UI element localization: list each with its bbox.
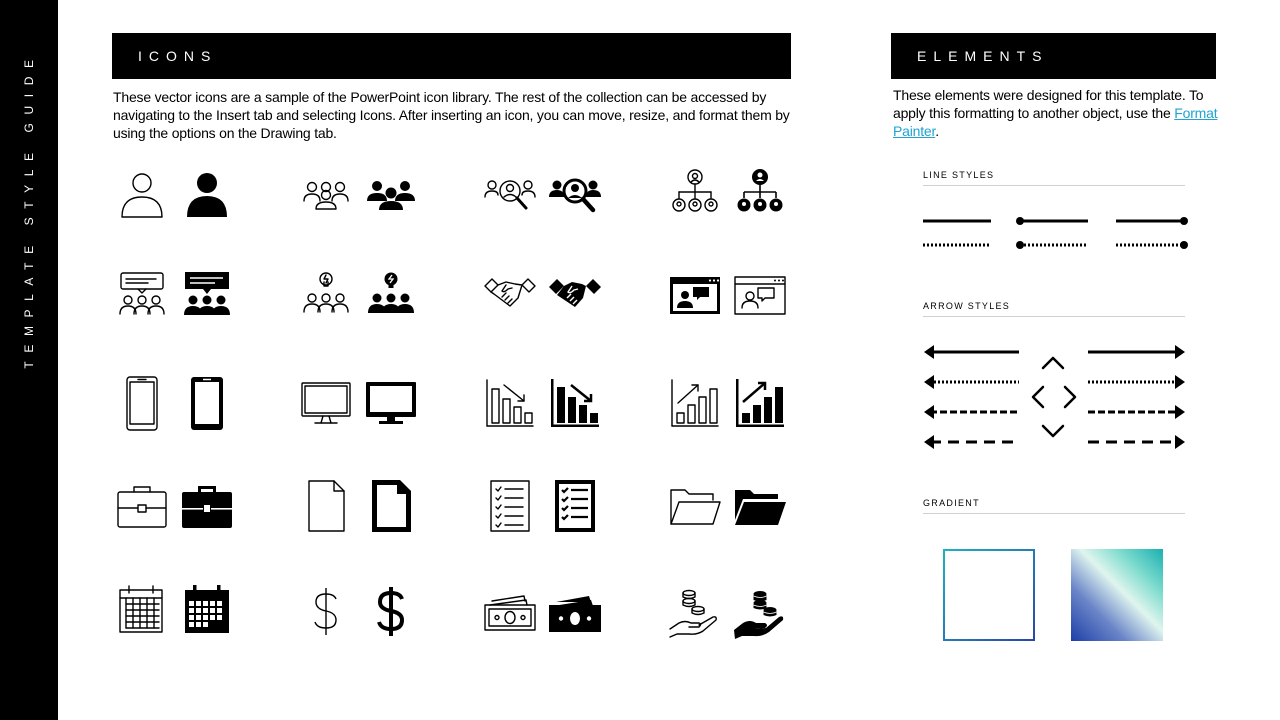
arrow-right-dashed bbox=[1088, 405, 1185, 419]
search-people-filled-icon bbox=[547, 167, 603, 223]
video-chat-outline-icon bbox=[732, 268, 788, 324]
coins-hand-outline-icon bbox=[667, 583, 723, 639]
arrow-right-solid bbox=[1088, 345, 1185, 359]
checklist-outline-icon bbox=[482, 478, 538, 534]
icons-description: These vector icons are a sample of the PowerPoint icon library. The rest of the collection can be accessed by navigating to the Insert tab and selecting Icons. After inserting an icon, you can move, resize, and format them by using the options on the Drawing tab. bbox=[113, 89, 790, 141]
group-filled-icon bbox=[363, 167, 419, 223]
elements-description-text: These elements were designed for this template. To apply this formatting to another object, use the bbox=[893, 87, 1204, 121]
idea-group-filled-icon bbox=[363, 268, 419, 324]
person-filled-icon bbox=[179, 167, 235, 223]
gradient-fill-swatch bbox=[1071, 549, 1163, 641]
money-filled-icon bbox=[547, 583, 603, 639]
coins-hand-filled-icon bbox=[732, 583, 788, 639]
sidebar-title: TEMPLATE STYLE GUIDE bbox=[22, 51, 36, 369]
document-outline-icon bbox=[298, 478, 354, 534]
chevron-up-icon bbox=[1043, 358, 1063, 368]
chart-up-outline-icon bbox=[667, 375, 723, 431]
briefcase-outline-icon bbox=[114, 478, 170, 534]
org-chart-filled-icon bbox=[732, 167, 788, 223]
dollar-filled-icon bbox=[363, 583, 419, 639]
arrow-right-long-dash bbox=[1088, 435, 1185, 449]
chart-up-filled-icon bbox=[732, 375, 788, 431]
checklist-filled-icon bbox=[547, 478, 603, 534]
chevron-down-icon bbox=[1043, 426, 1063, 436]
person-outline-icon bbox=[114, 167, 170, 223]
search-people-outline-icon bbox=[482, 167, 538, 223]
handshake-outline-icon bbox=[482, 268, 538, 324]
presentation-group-filled-icon bbox=[179, 268, 235, 324]
phone-outline-icon bbox=[114, 375, 170, 431]
arrow-left-dotted bbox=[924, 375, 1019, 389]
elements-description-end: . bbox=[935, 123, 939, 139]
presentation-group-outline-icon bbox=[114, 268, 170, 324]
elements-description bbox=[893, 86, 1223, 140]
arrow-right-dotted bbox=[1088, 375, 1185, 389]
chevron-left-icon bbox=[1033, 387, 1043, 407]
money-outline-icon bbox=[482, 583, 538, 639]
format-painter-link[interactable]: Format Painter bbox=[893, 105, 1218, 139]
folder-filled-icon bbox=[732, 478, 788, 534]
line-dotted-dot-end bbox=[1116, 241, 1188, 249]
idea-group-outline-icon bbox=[298, 268, 354, 324]
chart-down-filled-icon bbox=[547, 375, 603, 431]
monitor-filled-icon bbox=[363, 375, 419, 431]
arrow-left-solid bbox=[924, 345, 1019, 359]
chevron-group bbox=[1033, 358, 1075, 436]
folder-outline-icon bbox=[667, 478, 723, 534]
dollar-outline-icon bbox=[298, 583, 354, 639]
chevron-right-icon bbox=[1065, 387, 1075, 407]
sidebar bbox=[0, 0, 58, 720]
org-chart-outline-icon bbox=[667, 167, 723, 223]
calendar-outline-icon bbox=[114, 583, 170, 639]
line-solid-dot-start bbox=[1016, 217, 1088, 225]
document-filled-icon bbox=[363, 478, 419, 534]
gradient-outline-swatch bbox=[943, 549, 1035, 641]
line-dotted-dot-start bbox=[1016, 241, 1088, 249]
video-chat-filled-icon bbox=[667, 268, 723, 324]
line-solid-dot-end bbox=[1116, 217, 1188, 225]
calendar-filled-icon bbox=[179, 583, 235, 639]
chart-down-outline-icon bbox=[482, 375, 538, 431]
gradient-label: GRADIENT bbox=[923, 498, 1185, 514]
group-outline-icon bbox=[298, 167, 354, 223]
elements-header: ELEMENTS bbox=[891, 33, 1216, 79]
icons-header: ICONS bbox=[112, 33, 791, 79]
arrow-left-long-dash bbox=[924, 435, 1019, 449]
handshake-filled-icon bbox=[547, 268, 603, 324]
arrow-styles-label: ARROW STYLES bbox=[923, 301, 1185, 317]
arrow-left-dashed bbox=[924, 405, 1019, 419]
briefcase-filled-icon bbox=[179, 478, 235, 534]
phone-filled-icon bbox=[179, 375, 235, 431]
line-styles-label: LINE STYLES bbox=[923, 170, 1185, 186]
monitor-outline-icon bbox=[298, 375, 354, 431]
